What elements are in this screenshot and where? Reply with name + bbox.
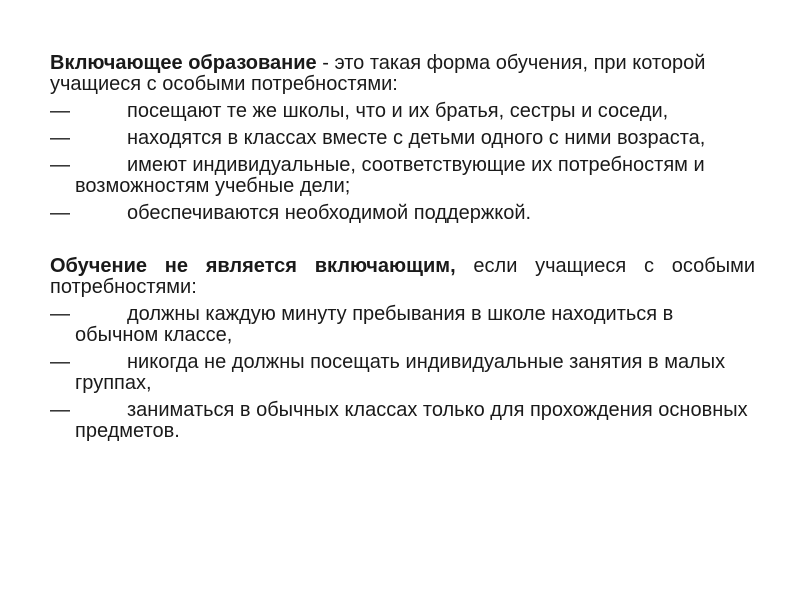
list-item xyxy=(50,101,755,122)
list-item-text: посещают те же школы, что и их братья, сестры и соседи, xyxy=(127,100,669,122)
list-item-text: должны каждую минуту пребывания в школе находиться в обычном классе, xyxy=(75,303,674,346)
definition-text: - это такая форма обучения, при которой учащиеся с особыми потребностями: xyxy=(50,52,706,95)
list-item xyxy=(50,203,755,224)
list-item xyxy=(50,155,755,197)
list-item-text: обеспечиваются необходимой поддержкой. xyxy=(127,202,532,224)
non-inclusive-text: если учащиеся с особыми потребностями: xyxy=(50,255,755,298)
list-item xyxy=(50,304,755,346)
list-dash: — xyxy=(50,303,70,325)
list-item xyxy=(50,400,755,442)
list-item-text: имеют индивидуальные, соответствующие их потребностям и возможностям учебные дели; xyxy=(75,154,705,197)
list-dash: — xyxy=(50,202,70,224)
list-dash: — xyxy=(50,100,70,122)
list-item xyxy=(50,352,755,394)
list-dash: — xyxy=(50,399,70,421)
slide-content xyxy=(50,53,755,442)
list-dash: — xyxy=(50,154,70,176)
list-dash: — xyxy=(50,351,70,373)
definition-term: Включающее образование xyxy=(50,52,317,74)
non-inclusive-term: Обучение не является включающим, xyxy=(50,255,456,277)
list-item-text: никогда не должны посещать индивидуальные занятия в малых группах, xyxy=(75,351,726,394)
list-item-text: находятся в классах вместе с детьми одного с ними возраста, xyxy=(127,127,706,149)
list-item-text: заниматься в обычных классах только для прохождения основных предметов. xyxy=(75,399,748,442)
list-dash: — xyxy=(50,127,70,149)
non-inclusive-paragraph xyxy=(50,256,755,298)
definition-paragraph xyxy=(50,53,755,95)
list-item xyxy=(50,128,755,149)
